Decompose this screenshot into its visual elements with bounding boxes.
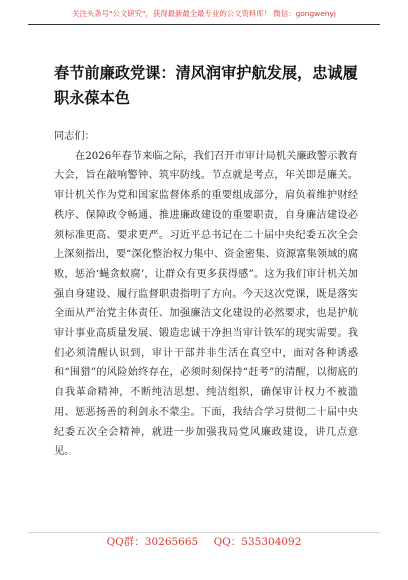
salutation: 同志们：: [54, 131, 95, 142]
qq-number: QQ：535304092: [213, 536, 302, 548]
qq-group-number: QQ群：30265665: [106, 536, 199, 548]
document-title: 春节前廉政党课：清风润审护航发展，忠诚履职永葆本色: [54, 64, 358, 107]
body-paragraph: 在2026年春节来临之际，我们召开市审计局机关廉政警示教育大会，旨在敲响警钟、筑牢防线。节点就是考点，年关即是廉关。审计机关作为党和国家监督体系的重要组成部分，肩负着维护财经秩序、保障政令畅通、推进廉政建设的重要职责，自身廉洁建设必须标准更高、要求更严。习近平总书记在二十届中央纪委五次全会上深刻指出，要“深化整治权力集中、资金密集、资源富集领域的腐败，惩治‘蝇贪蚁腐’，让群众有更多获得感”。这为我们审计机关加强自身建设、履行监督职责指明了方向。今天这次党课，既是落实全面从严治党主体责任、加强廉洁文化建设的必然要求，也是护航审计事业高质量发展、锻造忠诚干净担当审计铁军的现实需要。我们必须清醒认识到，审计干部并非生活在真空中，面对各种诱惑和“围猎”的风险始终存在，必须时刻保持“赶考”的清醒，以彻底的自我革命精神，不断纯洁思想、纯洁组织，确保审计权力不被滥用、惩恶扬善的利剑永不蒙尘。下面，我结合学习贯彻二十届中央纪委五次全会精神，就进一步加强我局党风廉政建设，讲几点意见。: [54, 150, 358, 458]
footer-divider: [28, 532, 380, 533]
promo-banner: 关注头条号"公文研究"，获得最新最全最专业的公文资料库！ 微信：gongwenyj: [72, 9, 336, 18]
page-footer: [28, 535, 380, 549]
header-divider: [28, 24, 380, 25]
document-body: [54, 127, 358, 462]
